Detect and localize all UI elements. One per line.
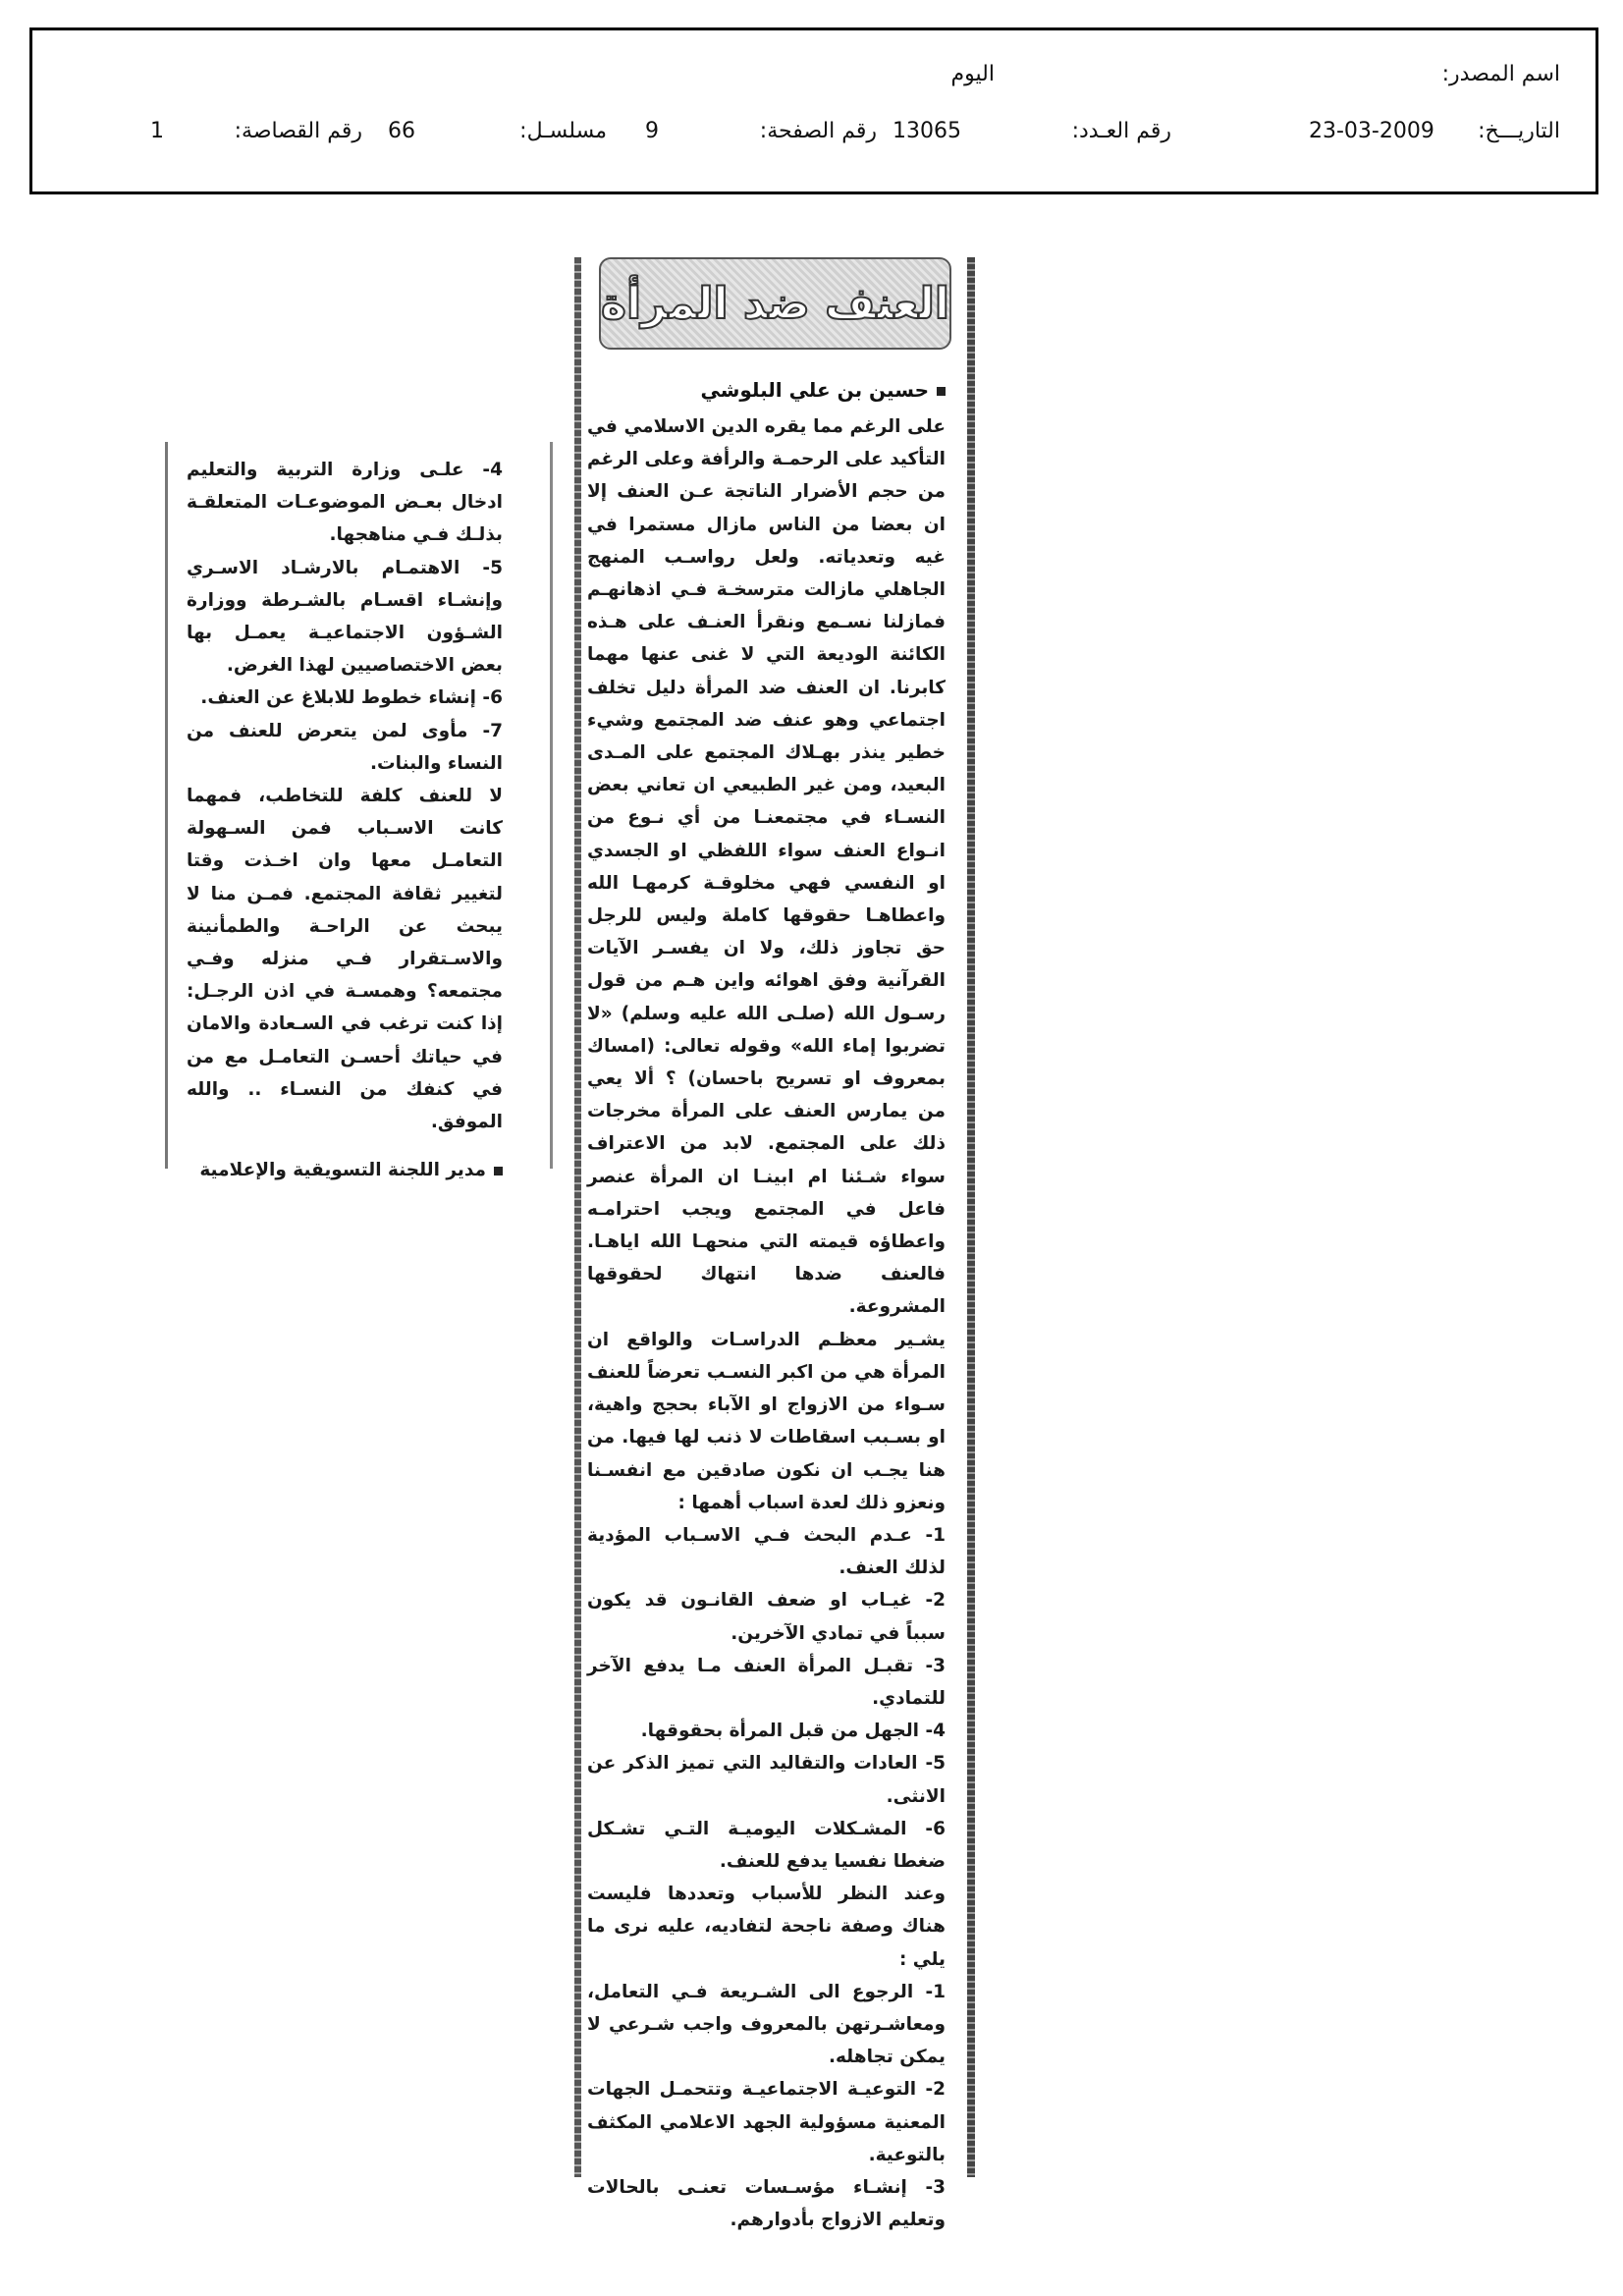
- main-paragraph: وعند النظر للأسباب وتعددها فليست هناك وصفة ناجحة لتفاديه، عليه نرى ما يلي :: [587, 1884, 946, 1970]
- serial-label: مسلسـل:: [519, 119, 607, 143]
- main-paragraph: 5- العادات والتقاليد التي تميز الذكر عن الانثى.: [587, 1753, 946, 1807]
- main-column-right-border: [967, 257, 975, 2177]
- article-title: العنف ضد المرأة: [601, 278, 949, 329]
- article-title-badge: [599, 257, 951, 350]
- main-paragraph: 3- إنشـاء مؤسـسات تعنـى بالحالات وتعليم الازواج بأدوارهم.: [587, 2176, 946, 2231]
- main-column-left-border: [574, 257, 581, 2177]
- serial-value: 66: [388, 119, 415, 143]
- side-column-left-border: [165, 442, 168, 1169]
- main-paragraph: 3- تقبـل المرأة العنف مـا يدفع الآخر للتمادي.: [587, 1655, 946, 1709]
- main-article-column: [587, 410, 946, 2236]
- side-paragraph: 7- مأوى لمن يتعرض للعنف من النساء والبنات.: [187, 720, 503, 774]
- side-column-right-border: [550, 442, 553, 1169]
- side-paragraph: 5- الاهتمـام بالارشـاد الاسـري وإنشـاء اقسـام بالشـرطة ووزارة الشـؤون الاجتماعيـة يعمـل بها بعض الاختصاصيين لهذا الغرض.: [187, 557, 503, 677]
- signature-text: مدير اللجنة التسويقية والإعلامية: [199, 1160, 486, 1181]
- main-paragraph: يشـير معظـم الدراسـات والواقع ان المرأة هي من اكبر النسـب تعرضاً للعنف سـواء من الازواج او الآباء بحجج واهية، او بسـبب اسقاطات لا ذنب لها فيها. من هنا يجـب ان نكون صادقين مع انفسـنا ونعزو ذلك لعدة اسباب أهمها :: [587, 1329, 946, 1513]
- main-paragraph: 1- عـدم البحث فـي الاسـباب المؤدية لذلك العنف.: [587, 1524, 946, 1579]
- main-paragraph: 1- الرجوع الى الشـريعة فـي التعامل، ومعاشـرتهن بالمعروف واجب شـرعي لا يمكن تجاهله.: [587, 1981, 946, 2068]
- issue-label: رقم العـدد:: [1071, 119, 1171, 143]
- page-value: 9: [645, 119, 659, 143]
- bullet-icon: [494, 1167, 503, 1175]
- source-label: اسم المصدر:: [1441, 62, 1560, 86]
- date-label: التاريـــخ:: [1478, 119, 1560, 143]
- page-label: رقم الصفحة:: [759, 119, 877, 143]
- main-paragraph: على الرغم مما يقره الدين الاسلامي في التأكيد على الرحمـة والرأفة وعلى الرغم من حجم الأضرار الناتجة عـن العنف إلا ان بعضا من الناس مازال مستمرا في غيه وتعدياته. ولعل رواسـب المنهج الجاهلي مازالت مترسخـة فـي اذهانهـم فمازلنا نسـمع ونقرأ العنـف على هـذه الكائنة الوديعة التي لا غنى عنها مهما كابرنا. ان العنف ضد المرأة دليل تخلف اجتماعي وهو عنف ضد المجتمع وشيء خطير ينذر بهـلاك المجتمع على المـدى البعيد، ومن غير الطبيعي ان تعاني بعض النسـاء في مجتمعنـا من أي نـوع من انـواع العنف سواء اللفظي او الجسدي او النفسي فهي مخلوقـة كرمهـا الله واعطاهـا حقوقها كاملة وليس للرجل حق تجاوز ذلك، ولا ان يفسـر الآيات القرآنية وفق اهوائه واين هـم من قول رسـول الله (صلـى الله عليه وسلم) «لا تضربوا إماء الله» وقوله تعالى: (امساك بمعروف او تسريح باحسان) ؟ ألا يعي من يمارس العنف على المرأة مخرجات ذلك على المجتمع. لابد من الاعتراف سواء شـئنا ام ابينـا ان المرأة عنصر فاعل في المجتمع ويجب احترامـه واعطاؤه قيمته التي منحهـا الله اياهـا. فالعنف ضدها انتهاك لحقوقها المشروعة.: [587, 416, 946, 1318]
- side-article-column: [187, 454, 503, 1186]
- clip-value: 1: [150, 119, 164, 143]
- newspaper-name: اليوم: [950, 62, 995, 86]
- document-header: [29, 27, 1598, 194]
- author-signature: [187, 1154, 503, 1186]
- author-name: حسين بن علي البلوشي: [700, 378, 929, 402]
- side-paragraph: لا للعنف كلفة للتخاطب، فمهما كانت الاسـباب فمن السـهولة التعامـل معها وان اخـذت وقتا لتغيير ثقافة المجتمع. فمـن منا لا يبحث عن الراحـة والطمأنينة والاسـتقرار فـي منزله وفـي مجتمعه؟ وهمسـة في اذن الرجـل: إذا كنت ترغب في السـعادة والامان في حياتك أحسـن التعامـل مع من في كنفك من النسـاء .. والله الموفق.: [187, 786, 503, 1133]
- issue-value: 13065: [893, 119, 961, 143]
- article-author: [587, 378, 946, 402]
- date-value: 23-03-2009: [1309, 119, 1434, 143]
- main-paragraph: 6- المشـكلات اليوميـة التـي تشـكل ضغطا نفسيا يدفع للعنف.: [587, 1818, 946, 1872]
- main-paragraph: 4- الجهل من قبل المرأة بحقوقها.: [640, 1721, 946, 1742]
- main-paragraph: 2- غيـاب او ضعف القانـون قد يكون سبباً في تمادي الآخرين.: [587, 1590, 946, 1644]
- clip-label: رقم القصاصة:: [234, 119, 362, 143]
- side-paragraph: 4- علـى وزارة التربية والتعليم ادخال بعـض الموضوعـات المتعلقـة بذلـك فـي مناهجها.: [187, 460, 503, 546]
- bullet-icon: [937, 387, 946, 396]
- side-paragraph: 6- إنشاء خطوط للابلاغ عن العنف.: [200, 687, 503, 709]
- main-paragraph: 2- التوعيـة الاجتماعيـة وتتحمـل الجهات المعنية مسؤولية الجهد الاعلامي المكثف بالتوعية.: [587, 2079, 946, 2165]
